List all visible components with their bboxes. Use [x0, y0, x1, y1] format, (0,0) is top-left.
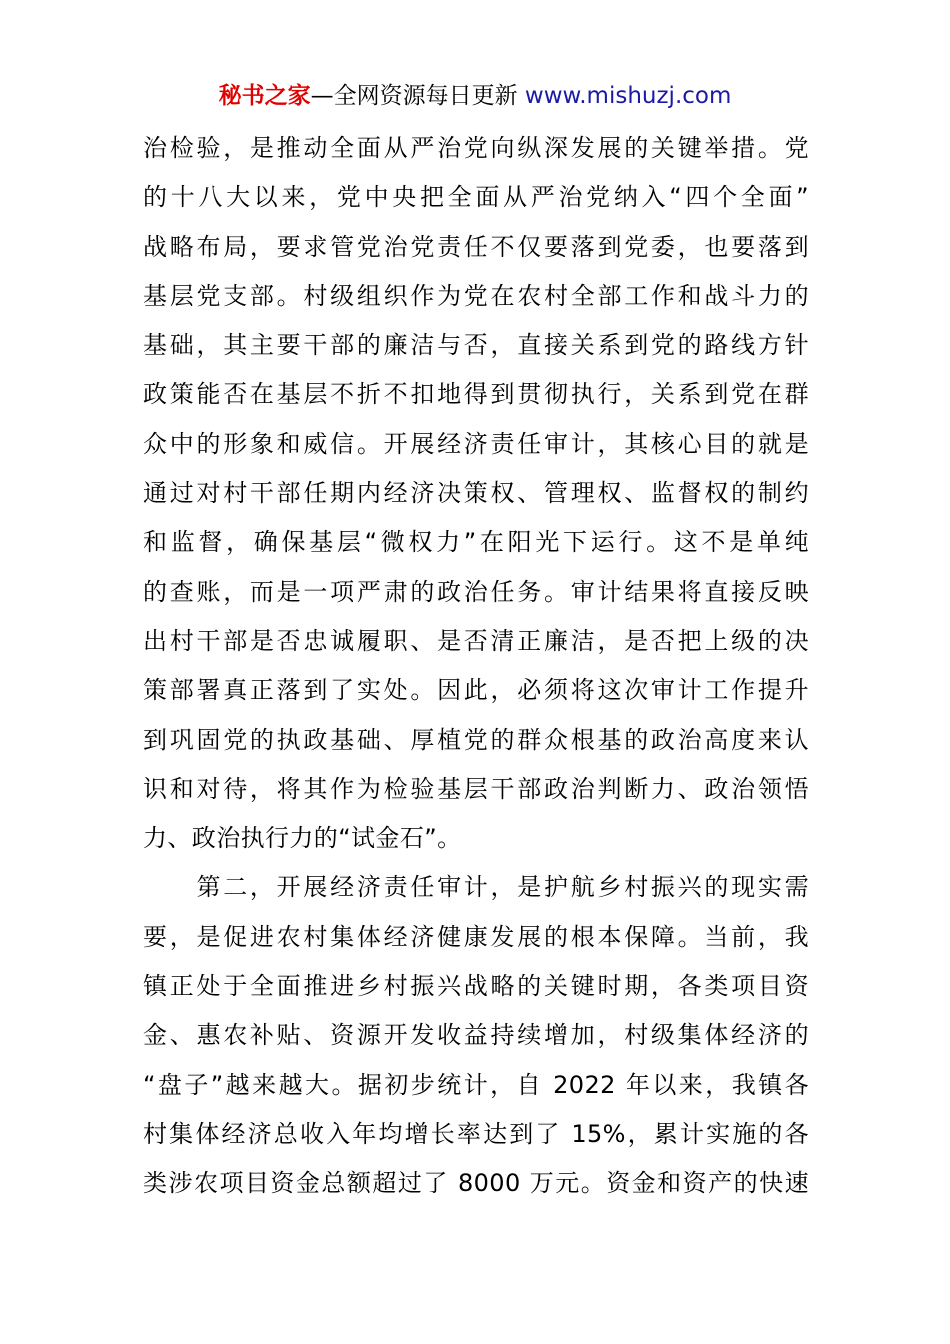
text-line: 出村干部是否忠诚履职、是否清正廉洁，是否把上级的决 [143, 626, 809, 655]
site-url-link[interactable]: www.mishuzj.com [524, 83, 732, 109]
text-line: 战略布局，要求管党治党责任不仅要落到党委，也要落到 [143, 232, 809, 261]
page-header [0, 80, 950, 112]
text-line: 策部署真正落到了实处。因此，必须将这次审计工作提升 [143, 676, 809, 705]
text-line: 治检验，是推动全面从严治党向纵深发展的关键举措。党 [143, 134, 809, 162]
text-line: 和监督，确保基层“微权力”在阳光下运行。这不是单纯 [143, 528, 809, 557]
site-tagline: —全网资源每日更新 [310, 83, 518, 109]
text-line: 的十八大以来，党中央把全面从严治党纳入“四个全面” [143, 183, 809, 212]
text-line: 政策能否在基层不折不扣地得到贯彻执行，关系到党在群 [143, 380, 809, 409]
text-line: 村集体经济总收入年均增长率达到了 15%，累计实施的各 [143, 1119, 809, 1148]
text-line: 识和对待，将其作为检验基层干部政治判断力、政治领悟 [143, 774, 809, 803]
text-line: 力、政治执行力的“试金石”。 [143, 824, 462, 853]
text-line: 第二，开展经济责任审计，是护航乡村振兴的现实需 [143, 873, 809, 902]
text-line: 镇正处于全面推进乡村振兴战略的关键时期，各类项目资 [143, 972, 809, 1001]
text-line: 基层党支部。村级组织作为党在农村全部工作和战斗力的 [143, 281, 809, 310]
site-brand: 秘书之家 [218, 83, 311, 109]
document-body [143, 124, 809, 1209]
text-line: 的查账，而是一项严肃的政治任务。审计结果将直接反映 [143, 577, 809, 606]
text-line: 类涉农项目资金总额超过了 8000 万元。资金和资产的快速 [143, 1169, 809, 1198]
text-line: 要，是促进农村集体经济健康发展的根本保障。当前，我 [143, 922, 809, 951]
text-line: 通过对村干部任期内经济决策权、管理权、监督权的制约 [143, 479, 809, 508]
text-line: 金、惠农补贴、资源开发收益持续增加，村级集体经济的 [143, 1021, 809, 1050]
text-line: 到巩固党的执政基础、厚植党的群众根基的政治高度来认 [143, 725, 809, 754]
text-line: “盘子”越来越大。据初步统计，自 2022 年以来，我镇各 [143, 1070, 809, 1099]
text-line: 基础，其主要干部的廉洁与否，直接关系到党的路线方针 [143, 331, 809, 360]
text-line: 众中的形象和威信。开展经济责任审计，其核心目的就是 [143, 429, 809, 458]
